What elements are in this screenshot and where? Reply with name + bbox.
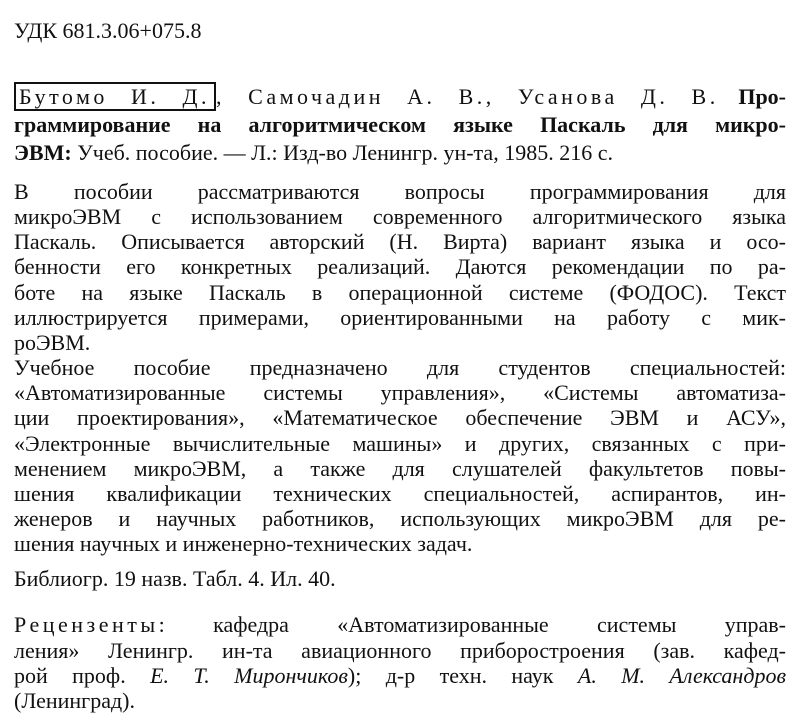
reviewers-label: Рецензенты [14, 612, 159, 638]
annotation-line: менением микроЭВМ, а также для слушателей факультетов повы- [14, 455, 786, 481]
author-boxed: Бутомо И. Д. [14, 82, 216, 111]
title-line: граммирование на алгоритмическом языке Паскаль для микро- [14, 112, 786, 138]
annotation-line: боте на языке Паскаль в операционной системе (ФОДОС). Текст [14, 279, 786, 305]
annotation-line: микроЭВМ с использованием современного алгоритмического языка [14, 204, 786, 230]
annotation-line: «Автоматизированные системы управления», «Системы автоматиза- [14, 380, 786, 406]
title-end: ЭВМ: [14, 140, 72, 166]
annotation-line: «Электронные вычислительные машины» и других, связанных с при- [14, 430, 786, 456]
annotation-line: Паскаль. Описывается авторский (Н. Вирта) вариант языка и осо- [14, 229, 786, 255]
reviewers-line: (Ленинград). [14, 687, 135, 713]
reviewers-line: ления» Ленингр. ин-та авиационного приборостроения (зав. кафед- [14, 637, 786, 663]
udk-line: УДК 681.3.06+075.8 [14, 18, 202, 44]
record-line-3 [14, 140, 786, 166]
reviewer-name: Е. Т. Мирончиков [150, 662, 348, 688]
annotation-line: Учебное пособие предназначено для студентов специальностей: [14, 355, 786, 381]
bibliography-note: Библиогр. 19 назв. Табл. 4. Ил. 40. [14, 565, 336, 591]
publication-info: Учеб. пособие. — Л.: Изд-во Ленингр. ун-та, 1985. 216 с. [77, 140, 613, 166]
annotation-line: бенности его конкретных реализаций. Даются рекомендации по ра- [14, 254, 786, 280]
co-authors: , Самочадин А. В., Усанова Д. В. [216, 84, 719, 110]
annotation-line: ции проектирования», «Математическое обеспечение ЭВМ и АСУ», [14, 405, 786, 431]
reviewers-line [14, 612, 786, 638]
reviewer-name: А. М. Александров [577, 662, 787, 688]
reviewers-text: ); д-р техн. наук [347, 662, 554, 688]
reviewers-line [14, 663, 786, 689]
reviewers-text: : кафедра «Автоматизированные системы управ- [158, 612, 786, 638]
reviewers-text: рой проф. [14, 662, 126, 688]
record-line-1 [14, 84, 786, 110]
annotation-line: иллюстрируется примерами, ориентированными на работу с мик- [14, 304, 786, 330]
title-start: Про- [738, 84, 787, 110]
annotation-line: шения квалификации технических специальностей, аспирантов, ин- [14, 480, 786, 506]
annotation-line: шения научных и инженерно-технических задач. [14, 531, 473, 557]
annotation-line: роЭВМ. [14, 329, 91, 355]
annotation-line: женеров и научных работников, использующих микроЭВМ для ре- [14, 505, 786, 531]
annotation-line: В пособии рассматриваются вопросы программирования для [14, 178, 786, 204]
